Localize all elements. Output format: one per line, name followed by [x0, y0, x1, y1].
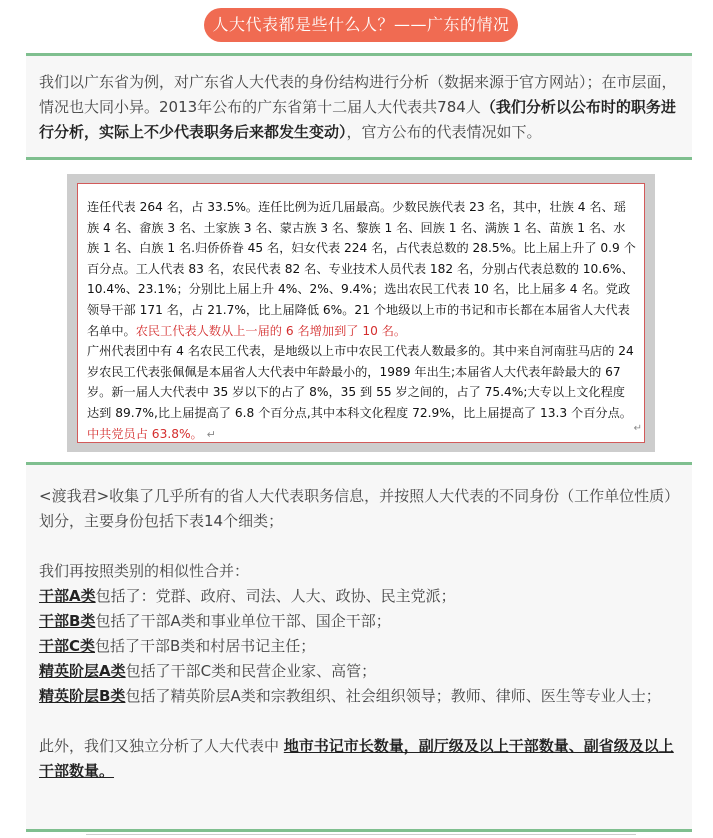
- additional-analysis-bold: 地市书记市长数量，副厅级及以上干部数量、副省级及以上干部数量。: [39, 737, 674, 780]
- report-highlight-party-members: 中共党员占 63.8%。: [87, 426, 203, 441]
- category-desc: 包括了精英阶层A类和宗教组织、社会组织领导；教师、律师、医生等专业人士；: [125, 687, 661, 705]
- category-name: 精英阶层B类: [39, 687, 126, 705]
- category-line: [39, 584, 679, 609]
- category-name: 干部B类: [39, 612, 96, 630]
- classification-intro: <渡我君>收集了几乎所有的省人大代表职务信息，并按照人大代表的不同身份（工作单位性质）划分，主要身份包括下表14个细类；: [39, 487, 672, 530]
- category-desc: 包括了干部A类和事业单位干部、国企干部；: [95, 612, 391, 630]
- category-line: [39, 684, 679, 709]
- category-line: [39, 659, 679, 684]
- official-report-screenshot: [67, 174, 655, 452]
- additional-analysis: [39, 734, 679, 784]
- additional-analysis-prefix: 此外，我们又独立分析了人大代表中: [39, 737, 284, 755]
- category-line: [39, 634, 679, 659]
- report-text-1: 连任代表 264 名，占 33.5%。连任比例为近几届最高。少数民族代表 23 名，其中，壮族 4 名、瑶族 4 名、畲族 3 名、土家族 3 名、蒙古族 3 名、黎族 1 名、回族 1 名、满族 1 名、苗族 1 名、水族 1 名、白族 1 名.归侨侨眷 45 名，妇女代表 224 名，占代表总数的 28.5%。比上届上升了 0.9 个百分点。工人代表 83 名，农民代表 82 名、专业技术人员代表 182 名，分别占代表总数的 10.6%、10.4%、23.1%；分别比上届上升 4%、2%、9.4%；选出农民工代表 10 名，比上届多 4 名。党政领导干部 171 名，占 21.7%，比上届降低 6%。21 个地级以上市的书记和市长都在本届省人大代表名单中。: [87, 200, 636, 338]
- intro-text-2: ，官方公布的代表情况如下。: [346, 123, 542, 141]
- intro-bold-note: （我们分析以公布时的职务进行分析，实际上不少代表职务后来都发生变动）: [39, 98, 676, 141]
- category-name: 精英阶层A类: [39, 662, 126, 680]
- official-report-text: [77, 183, 645, 443]
- category-desc: 包括了：党群、政府、司法、人大、政协、民主党派；: [95, 587, 456, 605]
- intro-text-1: 我们以广东省为例，对广东省人大代表的身份结构进行分析（数据来源于官方网站）；在市层面，情况也大同小异。2013年公布的广东省第十二届人大代表共784人: [39, 73, 677, 116]
- category-desc: 包括了干部C类和民营企业家、高管；: [125, 662, 377, 680]
- corner-paragraph-mark-icon: ↵: [633, 423, 642, 435]
- report-text-2: 广州代表团中有 4 名农民工代表，是地级以上市中农民工代表人数最多的。其中来自河南驻马店的 24 岁农民工代表张佩佩是本届省人大代表中年龄最小的，1989 年出生;本届省人大代表年龄最大的 67 岁。新一届人大代表中 35 岁以下的占了 8%，35 到 55 岁之间的，占了 75.4%;大专以上文化程度达到 89.7%,比上届提高了 6.8 个百分点,其中本科文化程度 72.9%，比上届提高了 13.3 个百分点。: [87, 344, 634, 420]
- category-name: 干部C类: [39, 637, 96, 655]
- category-desc: 包括了干部B类和村居书记主任；: [95, 637, 316, 655]
- report-highlight-migrant-workers: 农民工代表人数从上一届的 6 名增加到了 10 名。: [135, 323, 407, 338]
- bottom-divider: [86, 834, 636, 835]
- paragraph-mark-icon: ↵: [206, 427, 216, 441]
- category-line: [39, 609, 679, 634]
- merge-intro: 我们再按照类别的相似性合并：: [39, 562, 250, 580]
- category-name: 干部A类: [39, 587, 96, 605]
- intro-box: [26, 53, 692, 160]
- classification-box: [26, 462, 692, 832]
- section-title: 人大代表都是些什么人？——广东的情况: [204, 8, 518, 42]
- intro-paragraph: [39, 70, 679, 145]
